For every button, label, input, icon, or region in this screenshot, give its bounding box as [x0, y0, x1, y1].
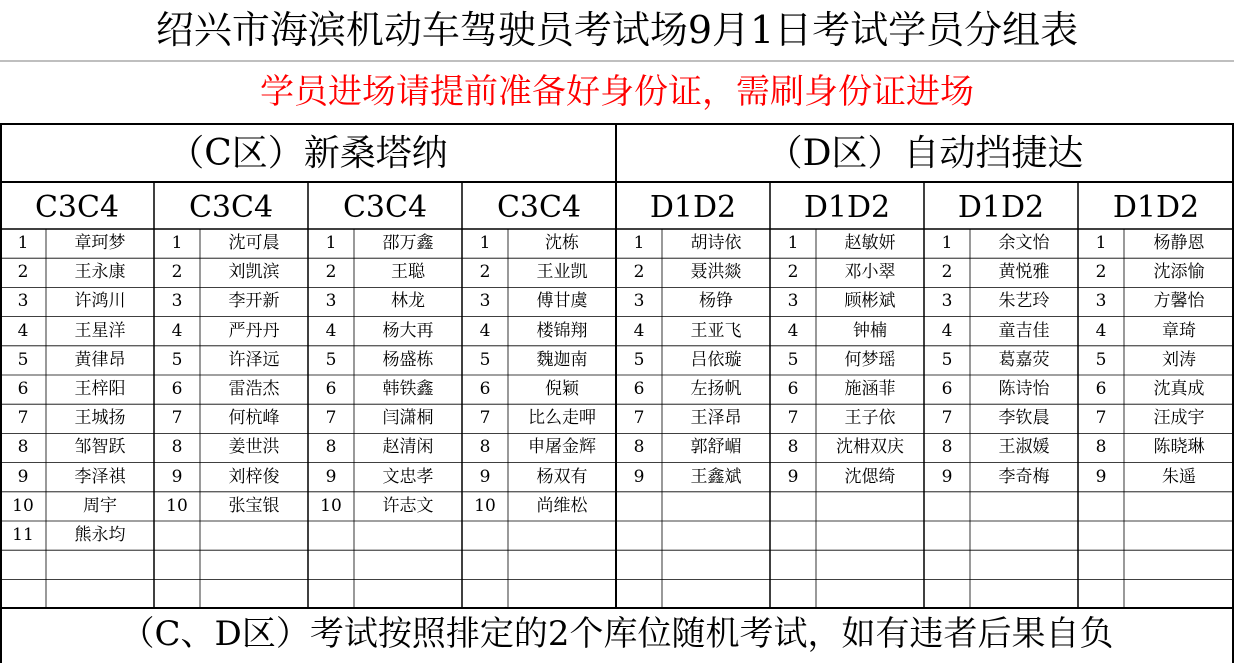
student-name: 李钦晨: [998, 408, 1050, 429]
row-number: 2: [325, 262, 337, 283]
student-name: 姜世洪: [228, 437, 280, 458]
row-number: 4: [787, 320, 799, 341]
row-number: 5: [171, 349, 183, 370]
row-number: 7: [941, 408, 953, 429]
student-name: 沈栋: [545, 233, 579, 253]
entry-notice: 学员进场请提前准备好身份证，需刷身份证进场: [260, 72, 974, 112]
row-number: 5: [941, 349, 953, 370]
row-number: 6: [941, 379, 953, 399]
student-name: 严丹丹: [228, 320, 280, 341]
student-name: 刘梓俊: [228, 466, 280, 487]
row-number: 8: [1095, 437, 1107, 458]
student-name: 李开新: [228, 291, 280, 312]
group-class-header: D1D2: [1112, 190, 1200, 225]
row-number: 5: [325, 349, 337, 370]
group-class-header: C3C4: [496, 190, 582, 225]
student-name: 熊永均: [74, 525, 126, 545]
student-name: 杨盛栋: [382, 349, 434, 370]
row-number: 2: [941, 262, 953, 283]
row-number: 2: [787, 262, 799, 283]
row-number: 9: [941, 466, 953, 487]
student-name: 赵清闲: [382, 437, 434, 458]
row-number: 6: [787, 379, 799, 399]
group-class-header: C3C4: [342, 190, 428, 225]
row-number: 6: [171, 379, 183, 399]
group-class-header: D1D2: [803, 190, 891, 225]
row-number: 7: [171, 408, 183, 429]
student-name: 方馨怡: [1153, 291, 1205, 312]
row-number: 5: [787, 349, 799, 370]
row-number: 10: [474, 495, 496, 516]
row-number: 3: [941, 291, 953, 312]
row-number: 4: [1095, 320, 1107, 341]
row-number: 3: [171, 291, 183, 312]
student-name: 黄律昂: [74, 349, 126, 370]
student-name: 章珂梦: [74, 233, 126, 253]
student-name: 聂洪燚: [690, 262, 742, 283]
student-name: 王子依: [844, 408, 896, 429]
student-name: 王梓阳: [74, 379, 126, 399]
group-class-header: D1D2: [957, 190, 1045, 225]
exam-footer-note: （C、D区）考试按照排定的2个库位随机考试，如有违者后果自负: [120, 614, 1114, 654]
student-name: 王泽昂: [690, 408, 742, 429]
row-number: 8: [325, 437, 337, 458]
student-name: 胡诗依: [690, 233, 742, 253]
row-number: 10: [12, 495, 34, 516]
row-number: 7: [787, 408, 799, 429]
student-name: 朱遥: [1162, 466, 1196, 487]
student-name: 邓小翠: [844, 262, 896, 283]
student-name: 郭舒嵋: [690, 437, 742, 458]
row-number: 2: [17, 262, 29, 283]
student-name: 张宝银: [228, 495, 280, 516]
student-name: 刘凯滨: [228, 262, 280, 283]
student-name: 邵万鑫: [382, 233, 434, 253]
row-number: 2: [633, 262, 645, 283]
row-number: 1: [17, 233, 29, 253]
row-number: 4: [171, 320, 183, 341]
student-name: 杨大再: [382, 320, 434, 341]
student-name: 陈晓琳: [1153, 437, 1205, 458]
row-number: 9: [1095, 466, 1107, 487]
student-name: 王聪: [391, 262, 425, 283]
student-name: 申屠金辉: [528, 437, 596, 458]
row-number: 10: [320, 495, 342, 516]
student-name: 尚维松: [536, 495, 588, 516]
row-number: 2: [1095, 262, 1107, 283]
row-number: 1: [787, 233, 799, 253]
student-name: 王鑫斌: [690, 466, 742, 487]
student-name: 钟楠: [853, 320, 887, 341]
group-class-header: C3C4: [188, 190, 274, 225]
student-name: 李泽祺: [74, 466, 126, 487]
student-name: 章琦: [1162, 320, 1196, 341]
student-name: 施涵菲: [844, 379, 896, 399]
student-name: 许泽远: [228, 349, 280, 370]
row-number: 5: [479, 349, 491, 370]
student-name: 许鸿川: [74, 291, 126, 312]
student-name: 楼锦翔: [536, 320, 588, 341]
row-number: 4: [325, 320, 337, 341]
row-number: 3: [17, 291, 29, 312]
group-class-header: D1D2: [649, 190, 737, 225]
student-name: 余文怡: [998, 233, 1050, 253]
student-name: 魏迦南: [536, 349, 588, 370]
row-number: 3: [325, 291, 337, 312]
row-number: 9: [787, 466, 799, 487]
row-number: 3: [479, 291, 491, 312]
row-number: 4: [941, 320, 953, 341]
row-number: 4: [17, 320, 29, 341]
row-number: 3: [633, 291, 645, 312]
zone-d-header: （D区）自动挡捷达: [766, 133, 1084, 174]
row-number: 2: [171, 262, 183, 283]
row-number: 2: [479, 262, 491, 283]
row-number: 6: [1095, 379, 1107, 399]
student-name: 朱艺玲: [998, 291, 1050, 312]
student-name: 王业凯: [536, 262, 588, 283]
row-number: 6: [633, 379, 645, 399]
row-number: 6: [325, 379, 337, 399]
student-name: 刘涛: [1162, 349, 1196, 370]
row-number: 8: [479, 437, 491, 458]
row-number: 1: [941, 233, 953, 253]
row-number: 10: [166, 495, 188, 516]
zone-c-header: （C区）新桑塔纳: [168, 133, 448, 174]
row-number: 7: [479, 408, 491, 429]
student-name: 比么走呷: [528, 408, 596, 429]
row-number: 3: [1095, 291, 1107, 312]
row-number: 1: [633, 233, 645, 253]
student-name: 杨双有: [536, 466, 588, 487]
row-number: 1: [325, 233, 337, 253]
student-name: 汪成宇: [1153, 408, 1205, 429]
student-name: 许志文: [382, 495, 434, 516]
row-number: 3: [787, 291, 799, 312]
page-title: 绍兴市海滨机动车驾驶员考试场9月1日考试学员分组表: [155, 8, 1079, 52]
student-name: 王星洋: [74, 320, 126, 341]
row-number: 7: [633, 408, 645, 429]
row-number: 6: [479, 379, 491, 399]
row-number: 5: [1095, 349, 1107, 370]
student-name: 杨铮: [699, 291, 733, 312]
student-name: 闫潇桐: [382, 408, 434, 429]
student-name: 王永康: [74, 262, 126, 283]
row-number: 1: [479, 233, 491, 253]
student-name: 邹智跃: [74, 437, 126, 458]
student-name: 周宇: [83, 495, 117, 516]
row-number: 5: [633, 349, 645, 370]
row-number: 1: [171, 233, 183, 253]
row-number: 9: [633, 466, 645, 487]
student-name: 傅甘虞: [536, 291, 588, 312]
student-name: 王淑媛: [998, 437, 1050, 458]
group-class-header: C3C4: [34, 190, 120, 225]
student-name: 王城扬: [74, 408, 126, 429]
student-name: 赵敏妍: [844, 233, 896, 253]
row-number: 8: [17, 437, 29, 458]
row-number: 11: [12, 525, 34, 545]
student-name: 杨静恩: [1153, 233, 1205, 253]
student-name: 何梦瑶: [844, 349, 896, 370]
row-number: 7: [1095, 408, 1107, 429]
student-name: 沈真成: [1153, 379, 1205, 399]
row-number: 4: [479, 320, 491, 341]
row-number: 7: [325, 408, 337, 429]
row-number: 9: [17, 466, 29, 487]
row-number: 8: [633, 437, 645, 458]
student-name: 雷浩杰: [228, 379, 280, 399]
row-number: 1: [1095, 233, 1107, 253]
row-number: 8: [787, 437, 799, 458]
student-name: 倪颖: [545, 379, 579, 399]
row-number: 9: [479, 466, 491, 487]
row-number: 9: [325, 466, 337, 487]
student-name: 林龙: [391, 291, 425, 312]
student-name: 沈枏双庆: [836, 437, 904, 458]
student-name: 沈添愉: [1153, 262, 1205, 283]
student-name: 童吉佳: [998, 320, 1050, 341]
student-name: 沈偲绮: [844, 466, 896, 487]
student-name: 左扬帆: [690, 379, 742, 399]
row-number: 7: [17, 408, 29, 429]
student-name: 文忠孝: [382, 466, 434, 487]
student-name: 陈诗怡: [998, 379, 1050, 399]
row-number: 8: [171, 437, 183, 458]
student-name: 沈可晨: [228, 233, 280, 253]
row-number: 9: [171, 466, 183, 487]
student-name: 韩铁鑫: [382, 379, 434, 399]
student-name: 葛嘉荧: [998, 349, 1050, 370]
row-number: 4: [633, 320, 645, 341]
row-number: 6: [17, 379, 29, 399]
student-name: 王亚飞: [690, 320, 742, 341]
student-name: 黄悦雅: [998, 262, 1050, 283]
student-name: 何杭峰: [228, 408, 280, 429]
student-name: 吕依璇: [690, 349, 742, 370]
student-name: 顾彬斌: [844, 291, 896, 312]
row-number: 8: [941, 437, 953, 458]
student-name: 李奇梅: [998, 466, 1050, 487]
row-number: 5: [17, 349, 29, 370]
